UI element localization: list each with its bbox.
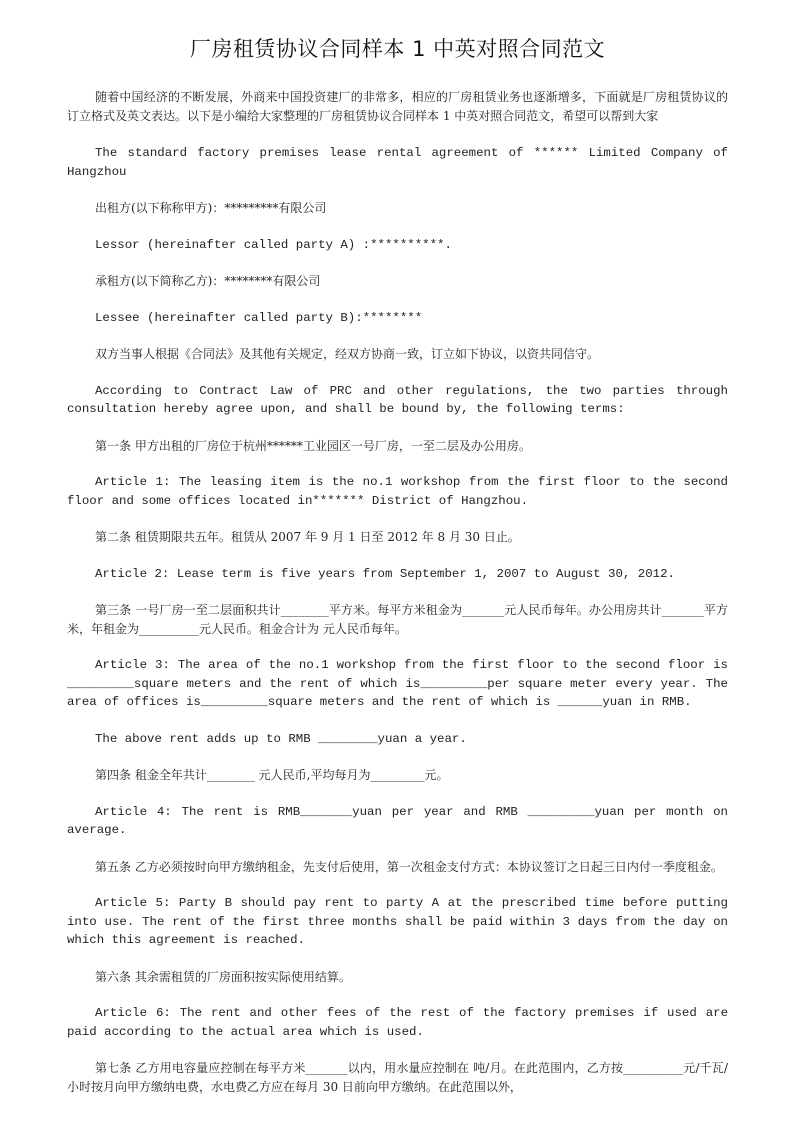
chinese-paragraph: 第七条 乙方用电容量应控制在每平方米_______以内，用水量应控制在 吨/月。在此范围内，乙方按__________元/千瓦/小时按月向甲方缴纳电费，水电费乙方应在每月 30 日前向甲方缴纳。在此范围以外，: [67, 1061, 728, 1094]
chinese-paragraph: 第六条 其余需租赁的厂房面积按实际使用结算。: [95, 969, 351, 984]
english-paragraph: Lessor (hereinafter called party A) :**********.: [95, 237, 452, 252]
english-paragraph: Article 1: The leasing item is the no.1 workshop from the first floor to the second floor and some offices located in******* District of Hangzhou.: [67, 475, 728, 508]
chinese-paragraph: 双方当事人根据《合同法》及其他有关规定，经双方协商一致，订立如下协议，以资共同信守。: [95, 347, 600, 361]
document-title: 厂房租赁协议合同样本 1 中英对照合同范文: [189, 37, 606, 61]
chinese-paragraph: 第五条 乙方必须按时向甲方缴纳租金，先支付后使用，第一次租金支付方式：本协议签订之日起三日内付一季度租金。: [95, 859, 723, 874]
chinese-paragraph: 第一条 甲方出租的厂房位于杭州******工业园区一号厂房，一至二层及办公用房。: [95, 438, 531, 453]
chinese-paragraph: 随着中国经济的不断发展，外商来中国投资建厂的非常多，相应的厂房租赁业务也逐渐增多，下面就是厂房租赁协议的订立格式及英文表达。以下是小编给大家整理的厂房租赁协议合同样本 1 中英对照合同范文，希望可以帮到大家: [67, 90, 728, 123]
english-paragraph: According to Contract Law of PRC and other regulations, the two parties through consultation hereby agree upon, and shall be bound by, the following terms:: [67, 383, 728, 416]
english-paragraph: Article 6: The rent and other fees of the rest of the factory premises if used are paid according to the actual area which is used.: [67, 1006, 728, 1039]
english-paragraph: Article 3: The area of the no.1 workshop from the first floor to the second floor is _________square meters and the rent of which is_________per square meter every year. The area of offices is_________square meters and the rent of which is ______yuan in RMB.: [67, 658, 728, 709]
english-paragraph: Article 5: Party B should pay rent to party A at the prescribed time before putting into use. The rent of the first three months shall be paid within 3 days from the day on which this agreement is reached.: [67, 896, 728, 947]
english-paragraph: Lessee (hereinafter called party B):********: [95, 310, 423, 325]
english-paragraph: Article 2: Lease term is five years from September 1, 2007 to August 30, 2012.: [95, 566, 675, 581]
document-body: [67, 88, 728, 1096]
english-paragraph: The above rent adds up to RMB ________yuan a year.: [95, 731, 467, 746]
chinese-paragraph: 第三条 一号厂房一至二层面积共计________平方米。每平方米租金为_______元人民币每年。办公用房共计_______平方米，年租金为__________元人民币。租金合计为 元人民币每年。: [67, 603, 728, 636]
chinese-paragraph: 出租方(以下称称甲方)：*********有限公司: [95, 201, 327, 215]
chinese-paragraph: 第四条 租金全年共计________ 元人民币,平均每月为_________元。: [95, 768, 449, 782]
chinese-paragraph: 承租方(以下简称乙方)：********有限公司: [95, 274, 321, 288]
english-paragraph: The standard factory premises lease rental agreement of ****** Limited Company of Hangzhou: [67, 146, 728, 179]
english-paragraph: Article 4: The rent is RMB_______yuan per year and RMB _________yuan per month on average.: [67, 804, 728, 837]
chinese-paragraph: 第二条 租赁期限共五年。租赁从 2007 年 9 月 1 日至 2012 年 8 月 30 日止。: [95, 530, 520, 544]
